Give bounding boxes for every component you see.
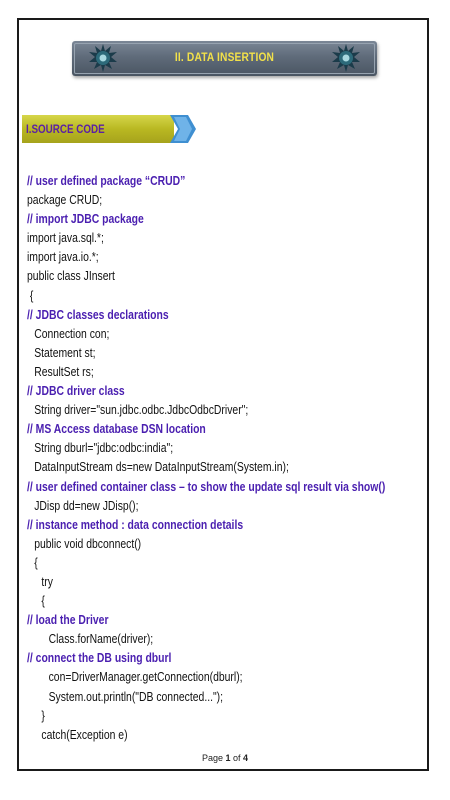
code-line: public void dbconnect(): [34, 535, 142, 551]
title-banner: [72, 41, 377, 76]
code-line: catch(Exception e): [41, 726, 128, 742]
section-heading: [22, 115, 197, 143]
total-pages-number: 4: [243, 753, 249, 763]
code-line: DataInputStream ds=new DataInputStream(System.in);: [34, 459, 289, 475]
code-line: String dburl="jdbc:odbc:india";: [34, 440, 174, 456]
code-line: package CRUD;: [27, 192, 103, 208]
page-footer: [0, 753, 450, 763]
code-comment-line: // JDBC driver class: [27, 383, 125, 399]
code-line: }: [41, 707, 45, 723]
starburst-right-icon: [331, 43, 361, 73]
code-line: String driver="sun.jdbc.odbc.JdbcOdbcDriver";: [34, 402, 249, 418]
code-line: System.out.println("DB connected...");: [48, 688, 224, 704]
footer-prefix: Page: [201, 753, 226, 763]
code-comment-line: // instance method : data connection details: [27, 516, 244, 532]
code-line: Statement st;: [34, 344, 96, 360]
page-title: II. DATA INSERTION: [174, 50, 275, 64]
code-comment-line: // user defined package “CRUD”: [27, 173, 186, 188]
code-line: {: [34, 554, 38, 570]
code-line: public class JInsert: [27, 268, 115, 284]
code-line: JDisp dd=new JDisp();: [34, 497, 139, 513]
code-line: Connection con;: [34, 325, 110, 341]
code-comment-line: // connect the DB using dburl: [27, 650, 172, 666]
code-line: import java.io.*;: [27, 249, 99, 265]
code-line: ResultSet rs;: [34, 363, 94, 379]
code-line: con=DriverManager.getConnection(dburl);: [48, 669, 243, 685]
code-comment-line: // user defined container class – to show the update sql result via show(): [27, 478, 386, 494]
section-title: I.SOURCE CODE: [26, 122, 105, 136]
code-comment-line: // import JDBC package: [27, 211, 144, 227]
code-line: {: [41, 593, 45, 609]
chevron-right-icon: [170, 115, 200, 143]
code-line: import java.sql.*;: [27, 230, 104, 246]
code-line: Class.forName(driver);: [48, 631, 154, 647]
code-comment-line: // load the Driver: [27, 612, 109, 628]
current-page-number: 1: [225, 753, 231, 763]
footer-of: of: [230, 753, 244, 763]
code-line: {: [27, 287, 34, 303]
source-code-block: [27, 171, 422, 744]
code-comment-line: // JDBC classes declarations: [27, 306, 169, 322]
code-line: try: [41, 573, 53, 589]
code-comment-line: // MS Access database DSN location: [27, 421, 206, 437]
